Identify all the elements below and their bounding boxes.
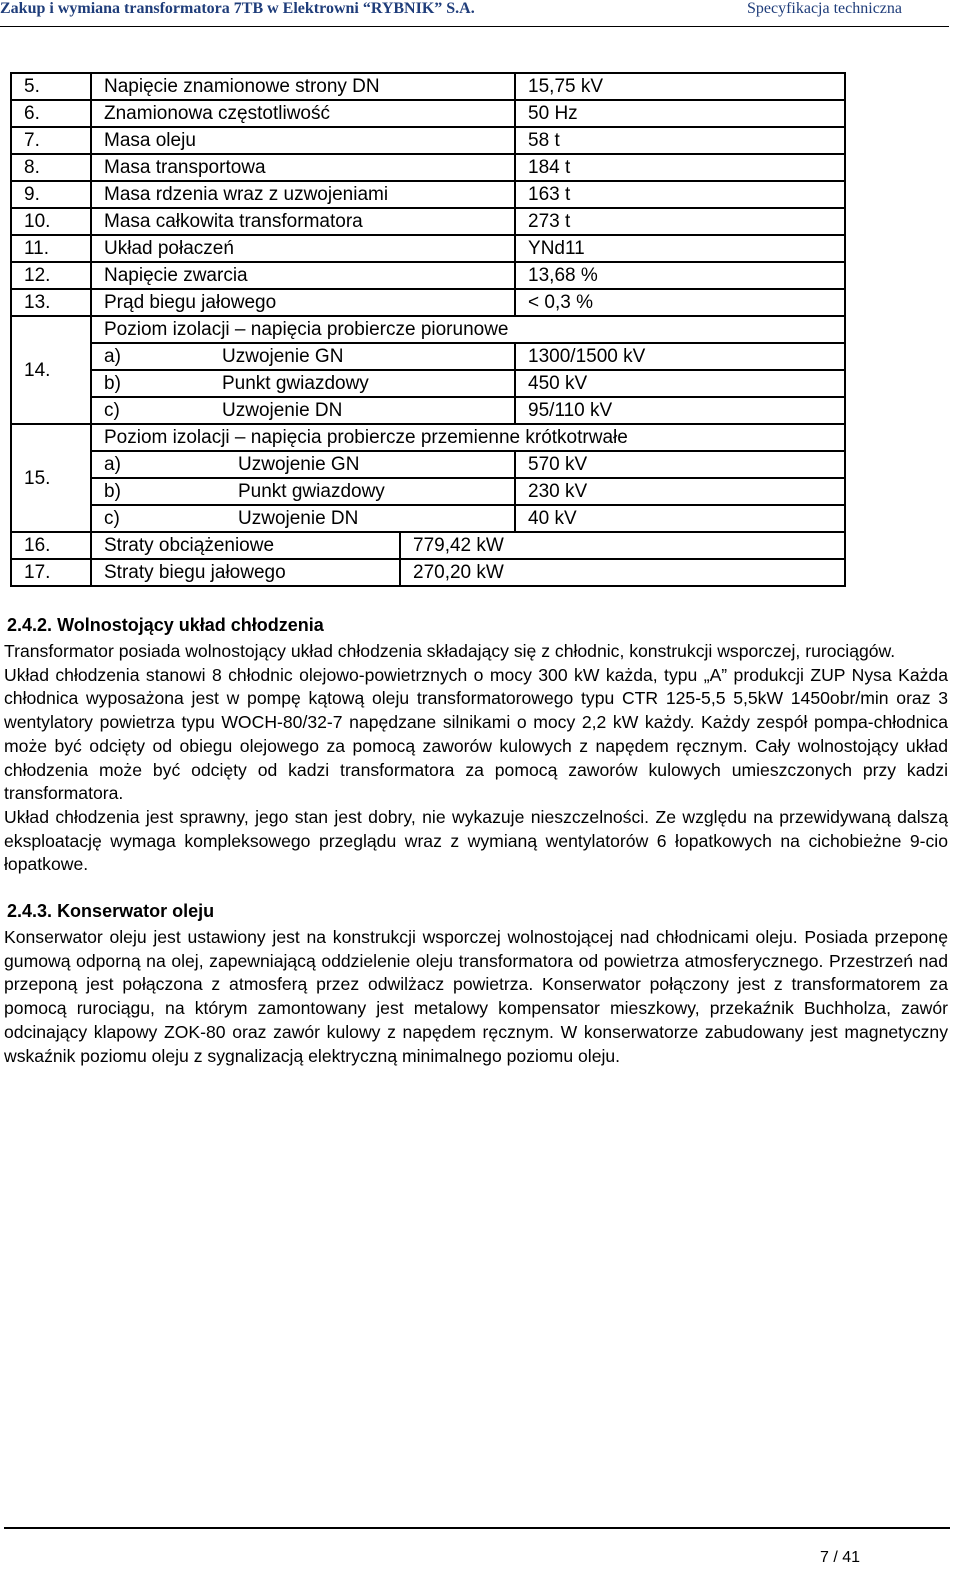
row-value: 184 t — [515, 154, 845, 181]
table-subrow — [11, 505, 845, 532]
subrow-text: Uzwojenie GN — [222, 346, 344, 367]
subrow-letter: c) — [104, 508, 120, 529]
row-value: 270,20 kW — [400, 559, 845, 586]
table-subrow — [11, 343, 845, 370]
table-subrow — [11, 451, 845, 478]
row-label: Masa transportowa — [91, 154, 515, 181]
subrow-value: 450 kV — [515, 370, 845, 397]
row-label: Masa rdzenia wraz z uzwojeniami — [91, 181, 515, 208]
group-title: Poziom izolacji – napięcia probiercze piorunowe — [91, 316, 845, 343]
subrow-label — [91, 451, 515, 478]
row-value: 779,42 kW — [400, 532, 845, 559]
row-value: 15,75 kV — [515, 73, 845, 100]
table-group-row — [11, 424, 845, 451]
paragraph: Układ chłodzenia stanowi 8 chłodnic olejowo-powietrznych o mocy 300 kW każda, typu „A” produkcji ZUP Nysa Każda chłodnica wyposażona jest w pompę kątową oleju transformatorowego typu CTR 125-5,5 5,5kW 1450obr/min oraz 3 wentylatory powietrza typu WOCH-80/32-7 napędzane silnikami o mocy 2,2 kW każdy. Każdy zespół pompa-chłodnica może być odcięty od obiegu olejowego za pomocą zaworów kulowych z napędem ręcznym. Cały wolnostojący układ chłodzenia może być odcięty od kadzi transformatora za pomocą zaworów kulowych umieszczonych przy kadzi transformatora. — [4, 664, 948, 804]
row-number: 10. — [11, 208, 91, 235]
specification-table — [10, 72, 846, 587]
row-value: 50 Hz — [515, 100, 845, 127]
row-number: 13. — [11, 289, 91, 316]
section-title: Konserwator oleju — [57, 901, 215, 922]
row-number: 7. — [11, 127, 91, 154]
table-row — [11, 100, 845, 127]
row-label: Straty biegu jałowego — [91, 559, 400, 586]
table-row — [11, 532, 845, 559]
subrow-label — [91, 478, 515, 505]
row-label: Napięcie zwarcia — [91, 262, 515, 289]
subrow-value: 40 kV — [515, 505, 845, 532]
subrow-letter: a) — [104, 454, 121, 475]
table-row — [11, 127, 845, 154]
row-value: 273 t — [515, 208, 845, 235]
paragraph: Transformator posiada wolnostojący układ chłodzenia składający się z chłodnic, konstrukcji wsporczej, rurociągów. — [4, 641, 896, 661]
section-heading — [4, 898, 948, 924]
subrow-text: Uzwojenie DN — [238, 508, 359, 529]
spacer — [4, 877, 948, 898]
row-value: 13,68 % — [515, 262, 845, 289]
document-title: Zakup i wymiana transformatora 7TB w Elektrowni “RYBNIK” S.A. — [0, 0, 475, 17]
group-number: 14. — [11, 316, 91, 424]
section-title: Wolnostojący układ chłodzenia — [57, 615, 324, 635]
footer-divider — [4, 1527, 950, 1529]
subrow-value: 230 kV — [515, 478, 845, 505]
table-row — [11, 208, 845, 235]
subrow-value: 1300/1500 kV — [515, 343, 845, 370]
row-number: 11. — [11, 235, 91, 262]
subrow-text: Uzwojenie DN — [222, 400, 343, 421]
table-row — [11, 235, 845, 262]
document-body — [4, 612, 948, 1068]
subrow-label — [91, 370, 515, 397]
row-value: < 0,3 % — [515, 289, 845, 316]
header-divider — [0, 26, 949, 27]
page-number: 7 / 41 — [819, 1549, 860, 1566]
table-subrow — [11, 370, 845, 397]
group-number: 15. — [11, 424, 91, 532]
subrow-letter: b) — [104, 481, 121, 502]
row-number: 5. — [11, 73, 91, 100]
subrow-text: Uzwojenie GN — [238, 454, 360, 475]
section-number: 2.4.3. — [7, 901, 53, 922]
table-row — [11, 559, 845, 586]
table-group-row — [11, 316, 845, 343]
paragraph: Konserwator oleju jest ustawiony jest na konstrukcji wsporczej wolnostojącej nad chłodnicami oleju. Posiada przeponę gumową odporną na olej, zapewniającą oddzielenie oleju transformatora od powietrza atmosferycznego. Przestrzeń nad przeponą jest połączona z atmosferą przez odwilżacz powietrza. Konserwator połączony jest z transformatorem za pomocą rurociągu, na którym zamontowany jest metalowy kompensator mieszkowy, przekaźnik Buchholza, zawór odcinający klapowy ZOK-80 oraz zawór kulowy z napędem ręcznym. W konserwatorze zabudowany jest magnetyczny wskaźnik poziomu oleju z sygnalizacją elektryczną minimalnego poziomu oleju. — [4, 927, 948, 1066]
row-label: Układ połaczeń — [91, 235, 515, 262]
table-row — [11, 154, 845, 181]
row-number: 6. — [11, 100, 91, 127]
table-subrow — [11, 478, 845, 505]
section-heading — [4, 612, 948, 638]
table-row — [11, 289, 845, 316]
subrow-letter: c) — [104, 400, 120, 421]
subrow-label — [91, 505, 515, 532]
subrow-value: 95/110 kV — [515, 397, 845, 424]
row-number: 16. — [11, 532, 91, 559]
subrow-label — [91, 397, 515, 424]
document-type: Specyfikacja techniczna — [746, 0, 902, 17]
group-title: Poziom izolacji – napięcia probiercze przemienne krótkotrwałe — [91, 424, 845, 451]
paragraph: Układ chłodzenia jest sprawny, jego stan jest dobry, nie wykazuje nieszczelności. Ze względu na przewidywaną dalszą eksploatację wymaga kompleksowego przeglądu wraz z wymianą wentylatorów 6 łopatkowych na cichobieżne 9-cio łopatkowe. — [4, 806, 948, 875]
row-label: Prąd biegu jałowego — [91, 289, 515, 316]
table-subrow — [11, 397, 845, 424]
row-number: 12. — [11, 262, 91, 289]
row-label: Znamionowa częstotliwość — [91, 100, 515, 127]
subrow-letter: b) — [104, 373, 121, 394]
row-value: YNd11 — [515, 235, 845, 262]
row-number: 17. — [11, 559, 91, 586]
subrow-label — [91, 343, 515, 370]
subrow-letter: a) — [104, 346, 121, 367]
subrow-text: Punkt gwiazdowy — [238, 481, 385, 502]
subrow-text: Punkt gwiazdowy — [222, 373, 369, 394]
row-value: 163 t — [515, 181, 845, 208]
table-row — [11, 262, 845, 289]
row-value: 58 t — [515, 127, 845, 154]
row-label: Straty obciążeniowe — [91, 532, 400, 559]
row-label: Napięcie znamionowe strony DN — [91, 73, 515, 100]
row-label: Masa całkowita transformatora — [91, 208, 515, 235]
subrow-value: 570 kV — [515, 451, 845, 478]
table-row — [11, 181, 845, 208]
table-row — [11, 73, 845, 100]
page-header — [0, 0, 960, 22]
section-number: 2.4.2. — [7, 615, 53, 635]
row-label: Masa oleju — [91, 127, 515, 154]
row-number: 9. — [11, 181, 91, 208]
row-number: 8. — [11, 154, 91, 181]
